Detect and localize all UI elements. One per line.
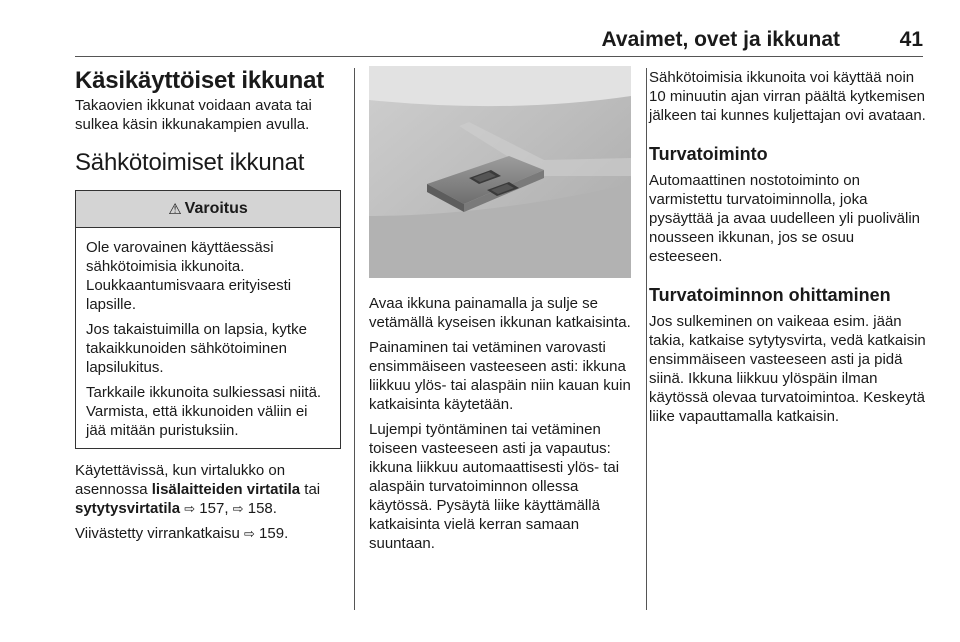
- switch-operation-text: [369, 294, 631, 553]
- operation-paragraph: Painaminen tai vetäminen varovasti ensimmäiseen vasteeseen asti: ikkuna liikkuu ylös- tai alaspäin niin kauan kuin katkaisinta käytetään.: [369, 339, 631, 413]
- column-1: [75, 66, 341, 543]
- column-divider-1: [354, 68, 355, 610]
- ignition-mode-accessory: lisälaitteiden virtatila: [151, 481, 301, 498]
- section-heading-power-windows: Sähkötoimiset ikkunat: [75, 149, 305, 176]
- page-ref-arrow-icon: ⇨: [243, 526, 255, 541]
- warning-paragraph: Tarkkaile ikkunoita sulkiessasi niitä. Varmista, että ikkunoiden väliin ei jää mitään puristuksiin.: [86, 384, 322, 439]
- window-switch-photo: [369, 66, 631, 278]
- ignition-mode-on: sytytysvirtatila: [75, 500, 181, 517]
- safety-function-text: Automaattinen nostotoiminto on varmistettu turvatoiminnolla, joka pysäyttää ja avaa uudelleen yli puolivälin nousseen ikkunan, jos se osuu esteeseen.: [649, 172, 921, 265]
- warning-paragraph: Ole varovainen käyttäessäsi sähkötoimisia ikkunoita. Loukkaantumisvaara erityisesti lapsille.: [86, 239, 292, 313]
- subheading-safety-function: Turvatoiminto: [649, 144, 768, 164]
- warning-body: [76, 228, 340, 448]
- page-ref-arrow-icon: ⇨: [232, 501, 244, 516]
- warning-triangle-icon: ⚠: [168, 201, 182, 218]
- operation-paragraph: Avaa ikkuna painamalla ja sulje se vetämällä kyseisen ikkunan katkaisinta.: [369, 295, 631, 331]
- operation-paragraph: Lujempi työntäminen tai vetäminen toiseen vasteeseen asti ja vapautus: ikkuna liikkuu automaattisesti ylös- tai alaspäin turvatoiminnon ollessa käytössä. Pysäytä liike käyttämällä katkaisinta vielä kerran samaan suuntaan.: [369, 421, 620, 552]
- section-heading-manual-windows: Käsikäyttöiset ikkunat: [75, 67, 325, 94]
- header-rule: [75, 56, 923, 57]
- override-safety-text: Jos sulkeminen on vaikeaa esim. jään takia, katkaise sytytysvirta, vedä katkaisin ensimmäiseen vasteeseen asti ja pidä siinä. Ikkuna liikkuu ylöspäin ilman käytössä olevaa turvatoimintoa. Keskeytä liike vapauttamalla katkaisin.: [649, 313, 926, 425]
- warning-box: [75, 190, 341, 449]
- warning-title: Varoitus: [184, 200, 248, 217]
- page-number: 41: [899, 28, 923, 51]
- availability-text: Käytettävissä, kun virtalukko on asennossa lisälaitteiden virtatila tai sytytysvirtatila ⇨ 157, ⇨ 158.: [75, 462, 321, 517]
- warning-header: [76, 191, 340, 228]
- column-2: [369, 66, 631, 553]
- column-3: [649, 68, 931, 426]
- page-ref-arrow-icon: ⇨: [184, 501, 196, 516]
- manual-windows-text: Takaovien ikkunat voidaan avata tai sulkea käsin ikkunakampien avulla.: [75, 97, 312, 133]
- subheading-override-safety: Turvatoiminnon ohittaminen: [649, 285, 891, 305]
- warning-paragraph: Jos takaistuimilla on lapsia, kytke takaikkunoiden sähkötoiminen lapsilukitus.: [86, 321, 307, 376]
- column-divider-2: [646, 68, 647, 610]
- operation-time-text: Sähkötoimisia ikkunoita voi käyttää noin 10 minuutin ajan virran päältä kytkemisen jälkeen tai kunnes kuljettajan ovi avataan.: [649, 69, 926, 124]
- running-header-title: Avaimet, ovet ja ikkunat: [601, 28, 840, 51]
- delayed-power-off-text: Viivästetty virrankatkaisu ⇨ 159.: [75, 525, 289, 542]
